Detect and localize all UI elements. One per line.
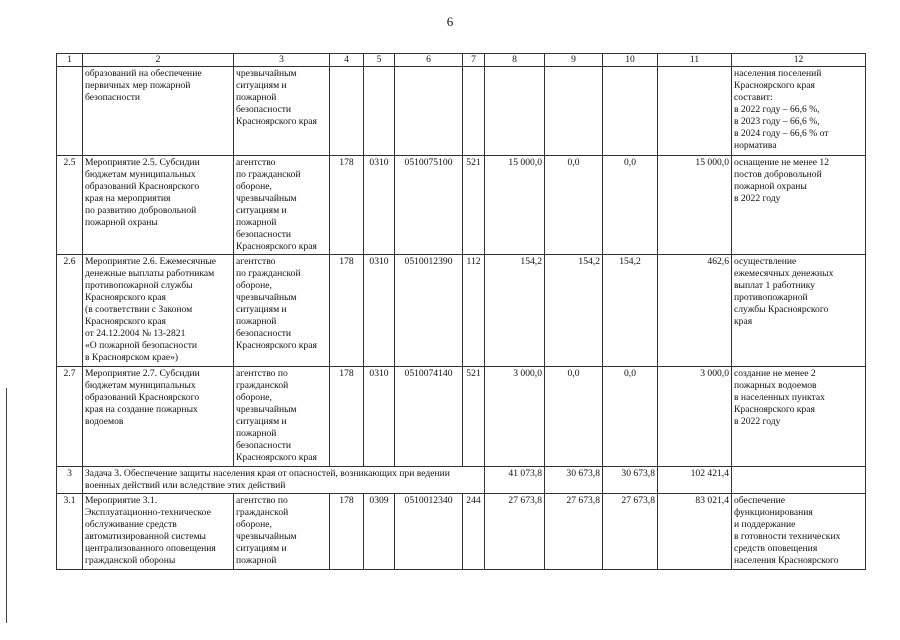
amount-2024: 27 673,8 (603, 494, 658, 570)
expected-result: населения поселений Красноярского края составит: в 2022 году – 66,6 %, в 2023 году – 66,6 %, в 2024 году – 66,6 % от норматива (732, 67, 866, 156)
vr-code: 521 (463, 156, 485, 255)
continuation-row (57, 67, 866, 156)
margin-line (6, 388, 7, 623)
row-number: 3.1 (57, 494, 83, 570)
column-number-row (57, 54, 866, 67)
csr-code: 0510012390 (395, 255, 463, 367)
rzpr-code: 0309 (364, 494, 395, 570)
expected-result: обеспечение функционирования и поддержание в готовности технических средств оповещения населения Красноярского (732, 494, 866, 570)
amount-2022: 154,2 (485, 255, 545, 367)
grbs-code: 178 (330, 156, 364, 255)
measure-name: Мероприятие 2.6. Ежемесячные денежные выплаты работникам противопожарной службы Красноярского края (в соответствии с Законом Красноярского края от 24.12.2004 № 13-2821 «О пожарной безопасности в Красноярском крае») (83, 255, 234, 367)
grbs-code: 178 (330, 255, 364, 367)
vr-code: 112 (463, 255, 485, 367)
column-number: 10 (603, 54, 658, 67)
amount-2023: 0,0 (545, 367, 603, 467)
rzpr-code: 0310 (364, 156, 395, 255)
amount-2024: 154,2 (603, 255, 658, 367)
amount-total: 15 000,0 (658, 156, 732, 255)
task-row (57, 467, 866, 494)
expected-result: оснащение не менее 12 постов добровольной пожарной охраны в 2022 году (732, 156, 866, 255)
csr-code: 0510075100 (395, 156, 463, 255)
expected-result: осуществление ежемесячных денежных выплат 1 работнику противопожарной службы Красноярского края (732, 255, 866, 367)
table-row (57, 367, 866, 467)
agency: агентство по гражданской обороне, чрезвычайным ситуациям и пожарной (234, 494, 330, 570)
task-amount-total: 102 421,4 (658, 467, 732, 494)
task-title: Задача 3. Обеспечение защиты населения края от опасностей, возникающих при ведении военных действий или вследствие этих действий (83, 467, 485, 494)
column-number: 8 (485, 54, 545, 67)
csr-code: 0510074140 (395, 367, 463, 467)
amount-2023: 0,0 (545, 156, 603, 255)
rzpr-code: 0310 (364, 367, 395, 467)
amount-total: 3 000,0 (658, 367, 732, 467)
measure-name: Мероприятие 2.7. Субсидии бюджетам муниципальных образований Красноярского края на создание пожарных водоемов (83, 367, 234, 467)
column-number: 7 (463, 54, 485, 67)
row-number: 2.5 (57, 156, 83, 255)
column-number: 3 (234, 54, 330, 67)
amount-total: 462,6 (658, 255, 732, 367)
row-number: 2.6 (57, 255, 83, 367)
column-number: 1 (57, 54, 83, 67)
task-number: 3 (57, 467, 83, 494)
grbs-code: 178 (330, 494, 364, 570)
rzpr-code: 0310 (364, 255, 395, 367)
agency: агентство по гражданской обороне, чрезвычайным ситуациям и пожарной безопасности Красноярского края (234, 156, 330, 255)
table-row (57, 494, 866, 570)
amount-2022: 15 000,0 (485, 156, 545, 255)
column-number: 4 (330, 54, 364, 67)
amount-total: 83 021,4 (658, 494, 732, 570)
measure-name: Мероприятие 3.1. Эксплуатационно-техническое обслуживание средств автоматизированной системы централизованного оповещения гражданской обороны (83, 494, 234, 570)
csr-code: 0510012340 (395, 494, 463, 570)
agency: чрезвычайным ситуациям и пожарной безопасности Красноярского края (234, 67, 330, 156)
vr-code: 521 (463, 367, 485, 467)
page-number: 6 (446, 14, 454, 29)
column-number: 9 (545, 54, 603, 67)
column-number: 5 (364, 54, 395, 67)
measure-name: Мероприятие 2.5. Субсидии бюджетам муниципальных образований Красноярского края на мероприятия по развитию добровольной пожарной охраны (83, 156, 234, 255)
expected-result: создание не менее 2 пожарных водоемов в населенных пунктах Красноярского края в 2022 году (732, 367, 866, 467)
measure-name: образований на обеспечение первичных мер пожарной безопасности (83, 67, 234, 156)
column-number: 2 (83, 54, 234, 67)
amount-2022: 27 673,8 (485, 494, 545, 570)
amount-2023: 27 673,8 (545, 494, 603, 570)
task-amount-2024: 30 673,8 (603, 467, 658, 494)
agency: агентство по гражданской обороне, чрезвычайным ситуациям и пожарной безопасности Красноярского края (234, 255, 330, 367)
table-row (57, 156, 866, 255)
column-number: 11 (658, 54, 732, 67)
table-row (57, 255, 866, 367)
amount-2022: 3 000,0 (485, 367, 545, 467)
amount-2024: 0,0 (603, 156, 658, 255)
agency: агентство по гражданской обороне, чрезвычайным ситуациям и пожарной безопасности Красноярского края (234, 367, 330, 467)
measures-table (56, 53, 866, 570)
column-number: 6 (395, 54, 463, 67)
column-number: 12 (732, 54, 866, 67)
vr-code: 244 (463, 494, 485, 570)
row-number: 2.7 (57, 367, 83, 467)
grbs-code: 178 (330, 367, 364, 467)
amount-2023: 154,2 (545, 255, 603, 367)
task-amount-2023: 30 673,8 (545, 467, 603, 494)
task-amount-2022: 41 073,8 (485, 467, 545, 494)
amount-2024: 0,0 (603, 367, 658, 467)
